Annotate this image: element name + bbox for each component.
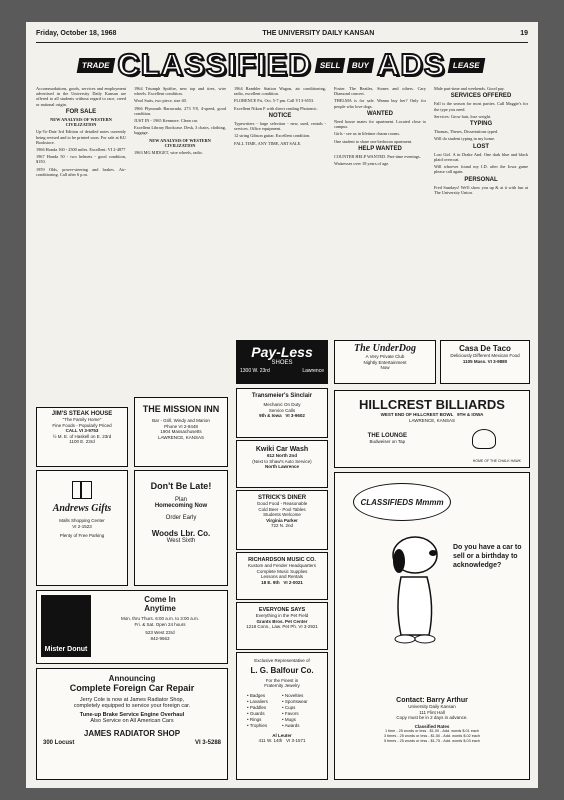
balfour-item: • Paddles bbox=[247, 704, 267, 710]
payless-addr: 1300 W. 23rd bbox=[240, 368, 270, 374]
balfour-line: Fraternity Jewelry bbox=[264, 683, 300, 688]
snoopy-icon bbox=[375, 527, 455, 647]
everyone-name: EVERYONE SAYS bbox=[258, 607, 306, 613]
contact-name: Contact: Barry Arthur bbox=[396, 697, 468, 704]
james-line: Jerry Cole is now at James Radiator Shop, bbox=[79, 697, 185, 703]
section-wanted: WANTED bbox=[367, 110, 393, 117]
kwiki-line: North Lawrence bbox=[264, 464, 299, 469]
kwiki-name: Kwiki Car Wash bbox=[255, 446, 309, 453]
speech-bubble bbox=[353, 483, 451, 521]
classified-item: Excellent Nikon F with direct reading Photomic. bbox=[234, 105, 318, 111]
casa-name: Casa De Taco bbox=[459, 344, 511, 353]
column-2 bbox=[134, 86, 226, 376]
transmeier-line: Service Calls bbox=[268, 407, 296, 413]
donut-line: Anytime bbox=[144, 604, 176, 613]
ad-payless bbox=[236, 340, 328, 384]
balfour-item: • Guards bbox=[247, 710, 265, 716]
column-4 bbox=[334, 86, 426, 336]
classified-item: Fall is the season for most parties. Call Maggie's for the type you need. bbox=[434, 101, 528, 112]
balfour-items bbox=[237, 689, 327, 733]
andrews-line: Plenty of Free Parking bbox=[59, 533, 105, 538]
james-line: Announcing bbox=[108, 674, 156, 683]
transmeier-name: Transmeier's Sinclair bbox=[251, 393, 313, 399]
underdog-line: Now bbox=[380, 365, 390, 370]
transmeier-line: Mechanic On Duty bbox=[263, 402, 301, 407]
ad-mister-donut bbox=[36, 590, 228, 664]
paper-name: THE UNIVERSITY DAILY KANSAN bbox=[262, 30, 375, 37]
stricks-line: 722 N. 2nd bbox=[270, 523, 294, 528]
billiards-lounge: THE LOUNGE bbox=[367, 433, 407, 440]
donut-logo-text: Mister Donut bbox=[44, 646, 88, 653]
classified-item: Foster. The Beatles, Stones and others. Cary Diamond concert. bbox=[334, 86, 426, 97]
balfour-item: • Awards bbox=[282, 722, 300, 728]
classified-item: THELMA is for sale. Wanna buy her? Only for people who love dogs. bbox=[334, 98, 426, 109]
gift-box-icon bbox=[72, 481, 92, 499]
richardson-line: Complete Music Supplies bbox=[256, 568, 308, 574]
classified-item: 1959 Olds, power-steering and brakes. Air-conditioning. Call after 6 p.m. bbox=[36, 166, 126, 177]
andrews-line: Malls Shopping Center bbox=[59, 518, 105, 523]
classified-item: FALL TIME, ANY TIME, ART SALE. bbox=[234, 140, 302, 146]
casa-addr: 1105 Mass. bbox=[462, 358, 487, 364]
column-3 bbox=[234, 86, 326, 336]
jims-line: CALL VI 3-9753 bbox=[65, 428, 99, 433]
donut-line: 523 West 23rd bbox=[145, 630, 175, 635]
classified-item: Lost Girl. A in Drake And. One dark blue and black plaid overcoat. bbox=[434, 151, 528, 163]
classified-item: One student to share one bedroom apartment. bbox=[334, 138, 413, 144]
page-header bbox=[36, 30, 528, 43]
section-personal: PERSONAL bbox=[464, 176, 498, 183]
stricks-line: Students Welcome bbox=[263, 512, 301, 517]
payless-name: Pay-Less bbox=[251, 344, 313, 360]
billiards-beer: Budweiser on Tap bbox=[369, 439, 406, 445]
ad-balfour bbox=[236, 652, 328, 780]
mission-line: 1904 Massachusetts bbox=[160, 429, 202, 434]
section-for-sale: FOR SALE bbox=[65, 108, 97, 115]
billiards-line: 9TH & IOWA bbox=[457, 412, 484, 417]
classified-item: FLORENCE Fri, Oct. 5-7 pm. Call VI 3-6553. bbox=[234, 98, 315, 104]
casa-line: Deliciously Different Mexican Food bbox=[450, 353, 520, 358]
classified-item: NEW ANALYSIS OF WESTERN CIVILIZATION bbox=[149, 137, 211, 148]
stricks-name: STRICK'S DINER bbox=[257, 495, 307, 501]
classified-item: Fred Sundays! We'll show you up & at it with fun at The University Union. bbox=[434, 184, 528, 196]
underdog-name: The UnderDog bbox=[354, 343, 416, 354]
ad-kwiki-car-wash bbox=[236, 440, 328, 488]
classified-item: 1967 Honda 50 - two helmets - good condition, $150. bbox=[36, 154, 126, 165]
james-addr: 300 Locust bbox=[43, 740, 75, 746]
payless-city: Lawrence bbox=[302, 368, 324, 374]
classified-item: Will whoever found my I.D. after the Iowa game please call again. bbox=[434, 164, 528, 175]
james-line: Complete Foreign Car Repair bbox=[69, 683, 195, 693]
james-line: completely equipped to service your foreign car. bbox=[73, 703, 191, 709]
banner-tag-trade: TRADE bbox=[77, 58, 115, 73]
billiards-line: LAWRENCE, KANSAS bbox=[408, 417, 456, 423]
classified-item: Need house mates for apartment. Located close to campus. bbox=[334, 119, 426, 130]
everyone-line: Grants Bros. Pet Center bbox=[256, 618, 308, 624]
contact-line: University Daily Kansan bbox=[408, 704, 456, 709]
ad-woods-lumber bbox=[134, 470, 228, 586]
balfour-item: • Trophies bbox=[247, 722, 268, 728]
balfour-phone: VI 3-1571 bbox=[285, 738, 306, 743]
classified-item: 1966 Plymouth Barracuda, 273 V8, 4-speed, good condition. bbox=[134, 105, 226, 116]
ad-casa-de-taco bbox=[440, 340, 530, 384]
disclaimer-text: Accommodations, goods, services and employment advertised in the University Daily Kansan are offered to all students without regard to race, creed or national origin. bbox=[36, 86, 126, 107]
james-phone: VI 3-5288 bbox=[194, 740, 221, 746]
balfour-item: • Sportswear bbox=[282, 698, 308, 704]
classified-item: Girls - see us in lifetime charm rooms. bbox=[334, 131, 401, 137]
billiards-line: HOME OF THE CHALK HAWK bbox=[472, 459, 521, 463]
underdog-line: A Very Private Club bbox=[365, 354, 405, 359]
ad-underdog bbox=[334, 340, 436, 384]
mission-line: LAWRENCE, KANSAS bbox=[157, 434, 205, 440]
ad-james-radiator bbox=[36, 668, 228, 780]
richardson-phone: VI 2-0021 bbox=[283, 579, 303, 585]
bubble-text: CLASSIFIEDS Mmmm bbox=[360, 497, 444, 507]
banner-word-classified: CLASSIFIED bbox=[117, 47, 312, 82]
classified-item: Will do student typing in my home. bbox=[434, 136, 496, 142]
jims-line: 1100 E. 23rd bbox=[69, 439, 95, 444]
richardson-addr: 18 E. 9th bbox=[261, 579, 280, 585]
woods-line: West Sixth bbox=[166, 538, 196, 544]
rate-line: 1 time - 25 words or less - $1.00 - Add. words $.01 each bbox=[384, 729, 480, 733]
balfour-line: Exclusive Representative of bbox=[254, 658, 310, 663]
classified-item: Typewriters - large selection - new, used, rentals - services. Office equipment. bbox=[234, 121, 326, 132]
section-typing: TYPING bbox=[469, 121, 493, 128]
andrews-name: Andrews Gifts bbox=[52, 503, 112, 514]
underdog-line: Nightly Entertainment bbox=[363, 359, 407, 365]
balfour-addr: 411 W. 14th bbox=[258, 738, 283, 743]
classified-item: Male part-time and weekends. Good pay. bbox=[434, 86, 505, 91]
classified-item: 1963 MG MIDGET, wire wheels, radio. bbox=[134, 150, 203, 156]
banner-tag-sell: SELL bbox=[314, 58, 345, 73]
classified-item: 1964 Triumph Spitfire, new top and tires, wire wheels. Excellent condition. bbox=[134, 86, 226, 97]
contact-line: 111 Flint Hall bbox=[419, 709, 445, 715]
mission-line: Phone VI 2-9448 bbox=[164, 423, 198, 429]
ad-mission-inn bbox=[134, 397, 228, 467]
classified-item: Up-To-Date 3rd Edition of detailed notes currently being revised and to be printed soon. For sale at KU Bookstore. bbox=[36, 129, 126, 145]
newspaper-page bbox=[26, 22, 538, 788]
mission-name: THE MISSION INN bbox=[142, 404, 220, 414]
woods-line: Plan bbox=[174, 497, 187, 503]
section-services: SERVICES OFFERED bbox=[450, 93, 512, 100]
stricks-line: Good Food - Reasonable bbox=[256, 501, 308, 506]
classified-item: Services: Grow hair, lose weight. bbox=[434, 113, 492, 119]
classified-item: 12 string Gibson guitar. Excellent condition. bbox=[234, 133, 311, 139]
balfour-line: For the Finest in bbox=[265, 677, 299, 683]
balfour-item: • Novelties bbox=[282, 692, 304, 698]
column-5 bbox=[434, 86, 528, 336]
kwiki-line: 612 North 2nd bbox=[266, 453, 297, 458]
transmeier-phone: VI 3-9602 bbox=[285, 413, 305, 418]
ad-hillcrest-billiards bbox=[334, 390, 530, 468]
rates-title: Classified Rates bbox=[414, 723, 450, 729]
ad-andrews-gifts bbox=[36, 470, 128, 586]
everyone-line: 1218 Conn., Law. Pet Ph. VI 3-2921 bbox=[246, 624, 318, 629]
balfour-line: Al Leuter bbox=[272, 732, 292, 738]
section-help-wanted: HELP WANTED bbox=[358, 145, 402, 152]
richardson-line: Kustom and Fender Headquarters bbox=[247, 563, 317, 568]
classified-item: COUNTER HELP WANTED. Part-time evenings. bbox=[334, 154, 421, 160]
donut-line: Fri. & Sat. Open 24 hours bbox=[134, 621, 186, 627]
mission-line: Bar - Grill, Windy and Marion bbox=[152, 418, 210, 423]
ad-grants-pet-center bbox=[236, 602, 328, 650]
jims-name: JIM'S STEAK HOUSE bbox=[51, 411, 113, 417]
balfour-item: • Lavaliers bbox=[247, 698, 268, 704]
balfour-item: • Mugs bbox=[282, 716, 296, 722]
classified-item: JUST IN - 1965 Kenmore. Clean car. bbox=[134, 118, 198, 124]
classified-item: Thomas, Theses, Dissertations typed. bbox=[434, 129, 499, 135]
classified-item: NEW ANALYSIS OF WESTERN CIVILIZATION bbox=[50, 117, 112, 128]
balfour-item: • Cups bbox=[282, 704, 296, 710]
ad-jims-steak-house bbox=[36, 407, 128, 467]
balfour-item: • Badges bbox=[247, 692, 266, 698]
jims-line: "The Family Home" bbox=[62, 417, 102, 422]
classified-item: Excellent Library Bookcase. Desk, 3 chairs, clothing, luggage. bbox=[134, 125, 226, 136]
billiards-line: WEST END OF HILLCREST BOWL bbox=[380, 412, 454, 417]
casa-phone: VI 3-9880 bbox=[487, 358, 508, 364]
classified-item: Wool Suits, two piece, size 40. bbox=[134, 98, 187, 104]
ad-transmeier-sinclair bbox=[236, 388, 328, 438]
andrews-line: VI 2-1523 bbox=[72, 523, 92, 529]
ad-snoopy-classifieds bbox=[334, 472, 530, 780]
banner-tag-lease: LEASE bbox=[448, 58, 485, 73]
donut-line: Come In bbox=[144, 595, 176, 604]
everyone-line: Everything in the Pet Field bbox=[255, 613, 309, 618]
classified-item: Waitresses over 18 years of age. bbox=[334, 161, 390, 167]
rate-line: 5 times - 25 words or less - $1.75 - Add. words $.03 each bbox=[383, 739, 481, 743]
balfour-item: • Favors bbox=[282, 710, 299, 716]
page-number: 19 bbox=[520, 30, 528, 37]
stricks-line: Virginia Parker bbox=[266, 517, 298, 523]
transmeier-addr: 9th & Iowa bbox=[259, 413, 282, 418]
contact-line: Copy must be in 2 days in advance. bbox=[396, 715, 468, 720]
richardson-name: RICHARDSON MUSIC CO. bbox=[248, 557, 316, 563]
section-notice: NOTICE bbox=[268, 112, 292, 119]
issue-date: Friday, October 18, 1968 bbox=[36, 30, 117, 37]
james-line: Tune-up Brake Service Engine Overhaul bbox=[79, 712, 185, 718]
section-lost: LOST bbox=[473, 143, 489, 150]
donut-line: 842-9563 bbox=[150, 635, 170, 641]
billiards-name: HILLCREST BILLIARDS bbox=[359, 397, 505, 412]
rate-line: 3 times - 25 words or less - $1.50 - Add. words $.02 each bbox=[383, 734, 481, 738]
donut-line: Mon. thru Thurs. 6:00 a.m. to 3:00 a.m. bbox=[121, 616, 199, 621]
richardson-line: Lessons and Rentals bbox=[260, 574, 304, 579]
jims-line: ½ M. E. of Haskell on E. 23rd bbox=[52, 433, 112, 439]
balfour-item: • Rings bbox=[247, 716, 262, 722]
kwiki-line: (Next to Shaw's Auto Service) bbox=[252, 458, 312, 464]
james-name: JAMES RADIATOR SHOP bbox=[83, 729, 181, 738]
payless-sub: SHOES bbox=[271, 360, 293, 366]
banner-word-ads: ADS bbox=[377, 47, 446, 82]
james-line: Also Service on All American Cars bbox=[90, 718, 174, 724]
woods-name: Woods Lbr. Co. bbox=[151, 529, 211, 538]
chalk-hawk-icon bbox=[472, 429, 496, 449]
ad-richardson-music bbox=[236, 552, 328, 600]
classified-item: 1966 Honda 160 - 2500 miles. Excellent. VI 2-4877 bbox=[36, 147, 126, 153]
snoopy-question: Do you have a car to sell or a birthday to acknowledge? bbox=[453, 544, 522, 569]
stricks-line: Cold Beer - Pool Tables bbox=[258, 506, 306, 512]
jims-line: Fine Foods - Popularly Priced bbox=[52, 422, 112, 428]
ad-stricks-diner bbox=[236, 490, 328, 550]
classified-banner bbox=[66, 48, 496, 82]
dontbelate-name: Don't Be Late! bbox=[150, 481, 212, 491]
classified-item: 1964 Rambler Station Wagon, air conditioning, radio, excellent condition. bbox=[234, 86, 326, 97]
woods-line: Homecoming Now bbox=[154, 503, 208, 509]
banner-tag-buy: BUY bbox=[347, 58, 375, 73]
balfour-name: L. G. Balfour Co. bbox=[250, 665, 314, 675]
woods-line: Order Early bbox=[165, 515, 197, 521]
